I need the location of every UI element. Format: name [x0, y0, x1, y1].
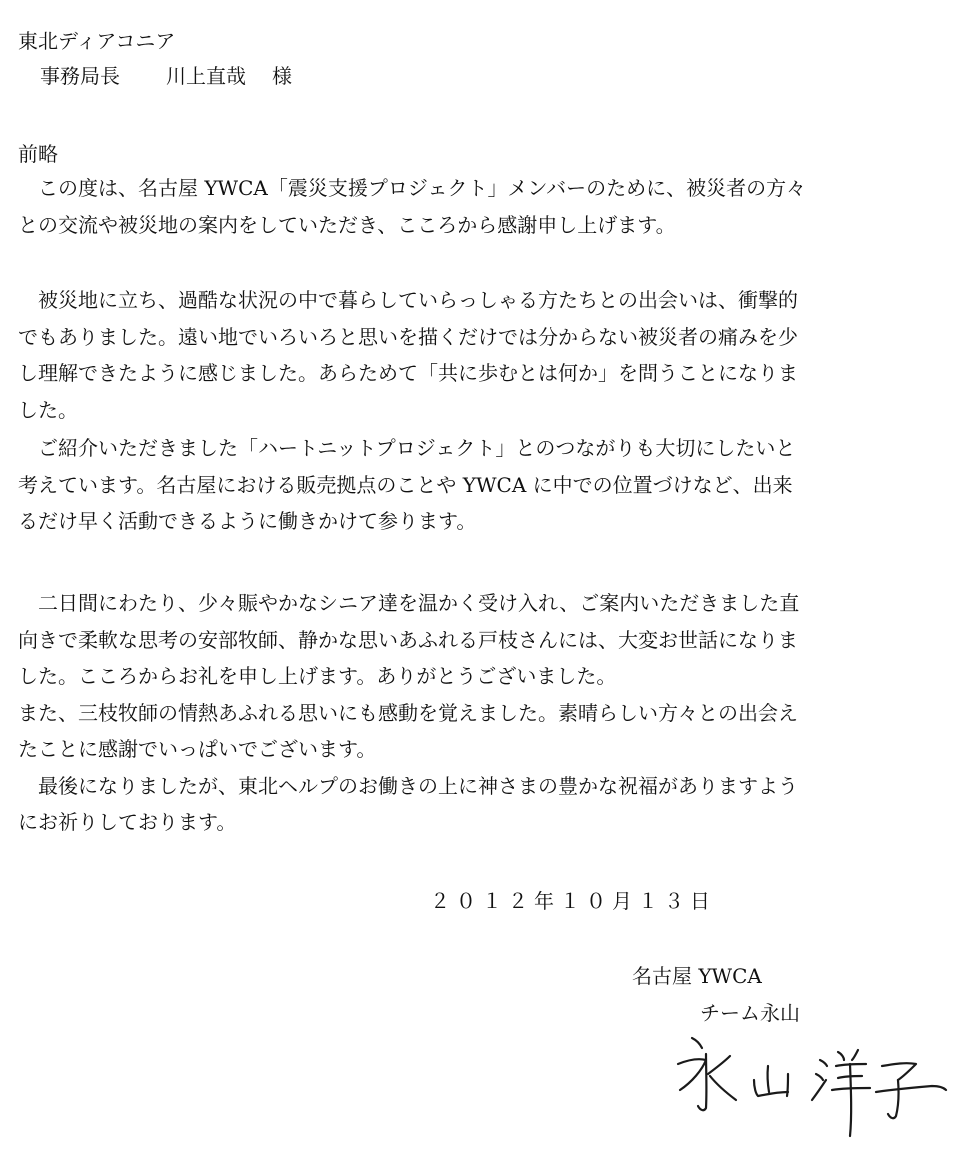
paragraph-impressions [18, 282, 923, 428]
text-line: でもありました。遠い地でいろいろと思いを描くだけでは分からない被災者の痛みを少 [18, 324, 798, 349]
handwritten-signature [670, 1030, 950, 1140]
text-line: との交流や被災地の案内をしていただき、こころから感謝申し上げます。 [18, 212, 676, 237]
sender-organization: 名古屋 YWCA [632, 964, 762, 988]
recipient-name-line [40, 63, 292, 89]
text-line: たことに感謝でいっぱいでございます。 [18, 737, 377, 761]
text-line: 向きで柔軟な思考の安部牧師、静かな思いあふれる戸枝さんには、大変お世話になりま [18, 627, 798, 652]
text-line: にお祈りしております。 [18, 810, 237, 834]
recipient-honorific: 様 [272, 64, 292, 88]
text-line: 考えています。名古屋における販売拠点のことや YWCA に中での位置づけなど、出来 [18, 472, 793, 497]
text-line: した。こころからお礼を申し上げます。ありがとうございました。 [18, 664, 617, 688]
text-line: した。 [18, 397, 78, 422]
text-line: また、三枝牧師の情熱あふれる思いにも感動を覚えました。素晴らしい方々との出会え [18, 700, 798, 725]
text-line: ご紹介いただきました「ハートニットプロジェクト」とのつながりも大切にしたいと [38, 436, 796, 460]
text-line: るだけ早く活動できるように働きかけて参ります。 [18, 509, 477, 533]
text-line: この度は、名古屋 YWCA「震災支援プロジェクト」メンバーのために、被災者の方々 [38, 176, 807, 200]
text-line: 被災地に立ち、過酷な状況の中で暮らしていらっしゃる方たちとの出会いは、衝撃的 [38, 288, 798, 312]
text-line: し理解できたように感じました。あらためて「共に歩むとは何か」を問うことになりま [18, 361, 798, 385]
recipient-organization: 東北ディアコニア [18, 29, 176, 53]
letter-date: ２０１２年１０月１３日 [430, 889, 716, 913]
sender-team: チーム永山 [700, 1001, 800, 1025]
salutation: 前略 [18, 142, 58, 166]
text-line: 最後になりましたが、東北ヘルプのお働きの上に神さまの豊かな祝福がありますよう [38, 773, 798, 798]
paragraph-gratitude [18, 585, 923, 841]
text-line: 二日間にわたり、少々賑やかなシニア達を温かく受け入れ、ご案内いただきました直 [38, 591, 800, 615]
recipient-name: 川上直哉 [166, 64, 246, 88]
recipient-title: 事務局長 [40, 64, 120, 88]
paragraph-heartknit [18, 430, 923, 540]
paragraph-thanks [18, 170, 923, 243]
